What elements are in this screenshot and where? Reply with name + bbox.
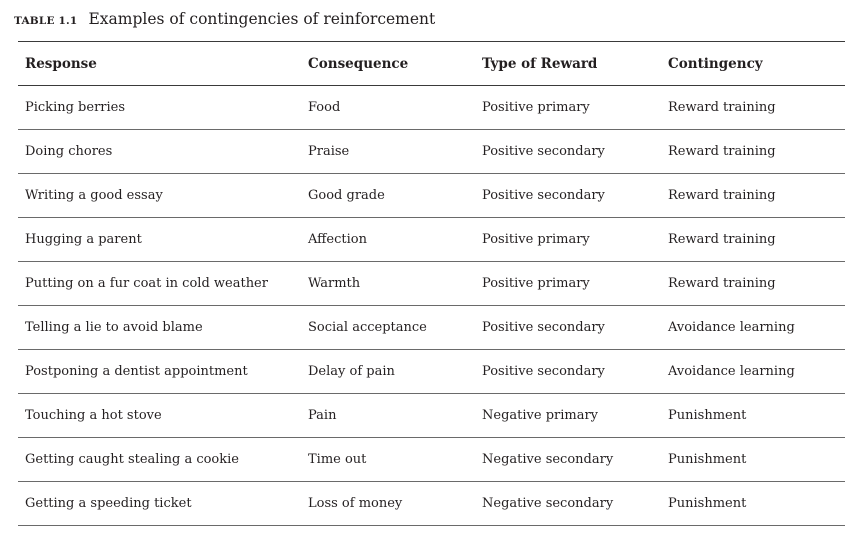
cell-contingency: Punishment xyxy=(668,452,747,467)
cell-consequence: Food xyxy=(308,100,341,115)
cell-consequence: Warmth xyxy=(308,276,361,291)
cell-type-of-reward: Positive primary xyxy=(482,100,590,115)
cell-consequence: Loss of money xyxy=(308,496,403,511)
header-response: Response xyxy=(25,55,97,72)
cell-consequence: Praise xyxy=(308,144,350,159)
cell-response: Hugging a parent xyxy=(25,232,142,247)
cell-response: Writing a good essay xyxy=(25,188,163,203)
cell-consequence: Time out xyxy=(308,452,367,467)
cell-consequence: Social acceptance xyxy=(308,320,427,335)
cell-response: Doing chores xyxy=(25,144,113,159)
cell-type-of-reward: Positive secondary xyxy=(482,364,605,379)
table-row xyxy=(18,174,845,218)
table-row xyxy=(18,262,845,306)
cell-contingency: Punishment xyxy=(668,496,747,511)
header-consequence: Consequence xyxy=(308,55,409,72)
table-row xyxy=(18,394,845,438)
table-row xyxy=(18,350,845,394)
table-row xyxy=(18,306,845,350)
cell-contingency: Reward training xyxy=(668,144,776,159)
reinforcement-table xyxy=(18,41,845,526)
cell-type-of-reward: Positive secondary xyxy=(482,188,605,203)
header-row xyxy=(18,42,845,86)
cell-type-of-reward: Negative primary xyxy=(482,408,599,423)
cell-contingency: Avoidance learning xyxy=(668,320,795,335)
cell-response: Touching a hot stove xyxy=(25,408,162,423)
table-row xyxy=(18,438,845,482)
cell-type-of-reward: Positive primary xyxy=(482,276,590,291)
cell-response: Getting a speeding ticket xyxy=(25,496,192,511)
cell-type-of-reward: Positive secondary xyxy=(482,320,605,335)
cell-response: Telling a lie to avoid blame xyxy=(25,320,203,335)
cell-response: Getting caught stealing a cookie xyxy=(25,452,239,467)
cell-contingency: Reward training xyxy=(668,232,776,247)
cell-response: Picking berries xyxy=(25,100,126,115)
cell-consequence: Affection xyxy=(308,232,367,247)
cell-type-of-reward: Positive secondary xyxy=(482,144,605,159)
table-row xyxy=(18,130,845,174)
cell-consequence: Good grade xyxy=(308,188,385,203)
table-row xyxy=(18,482,845,526)
cell-contingency: Reward training xyxy=(668,188,776,203)
table-row xyxy=(18,86,845,130)
cell-response: Postponing a dentist appointment xyxy=(25,364,248,379)
cell-type-of-reward: Negative secondary xyxy=(482,496,614,511)
table-title: Examples of contingencies of reinforcement xyxy=(88,10,436,28)
cell-contingency: Punishment xyxy=(668,408,747,423)
table-caption xyxy=(14,9,435,28)
cell-type-of-reward: Positive primary xyxy=(482,232,590,247)
header-contingency: Contingency xyxy=(668,55,763,72)
table-row xyxy=(18,218,845,262)
cell-contingency: Avoidance learning xyxy=(668,364,795,379)
cell-type-of-reward: Negative secondary xyxy=(482,452,614,467)
cell-consequence: Pain xyxy=(308,408,337,423)
cell-contingency: Reward training xyxy=(668,276,776,291)
cell-response: Putting on a fur coat in cold weather xyxy=(25,276,268,291)
cell-consequence: Delay of pain xyxy=(308,364,395,379)
cell-contingency: Reward training xyxy=(668,100,776,115)
header-type-of-reward: Type of Reward xyxy=(482,55,598,72)
table-label: TABLE 1.1 xyxy=(14,15,78,27)
